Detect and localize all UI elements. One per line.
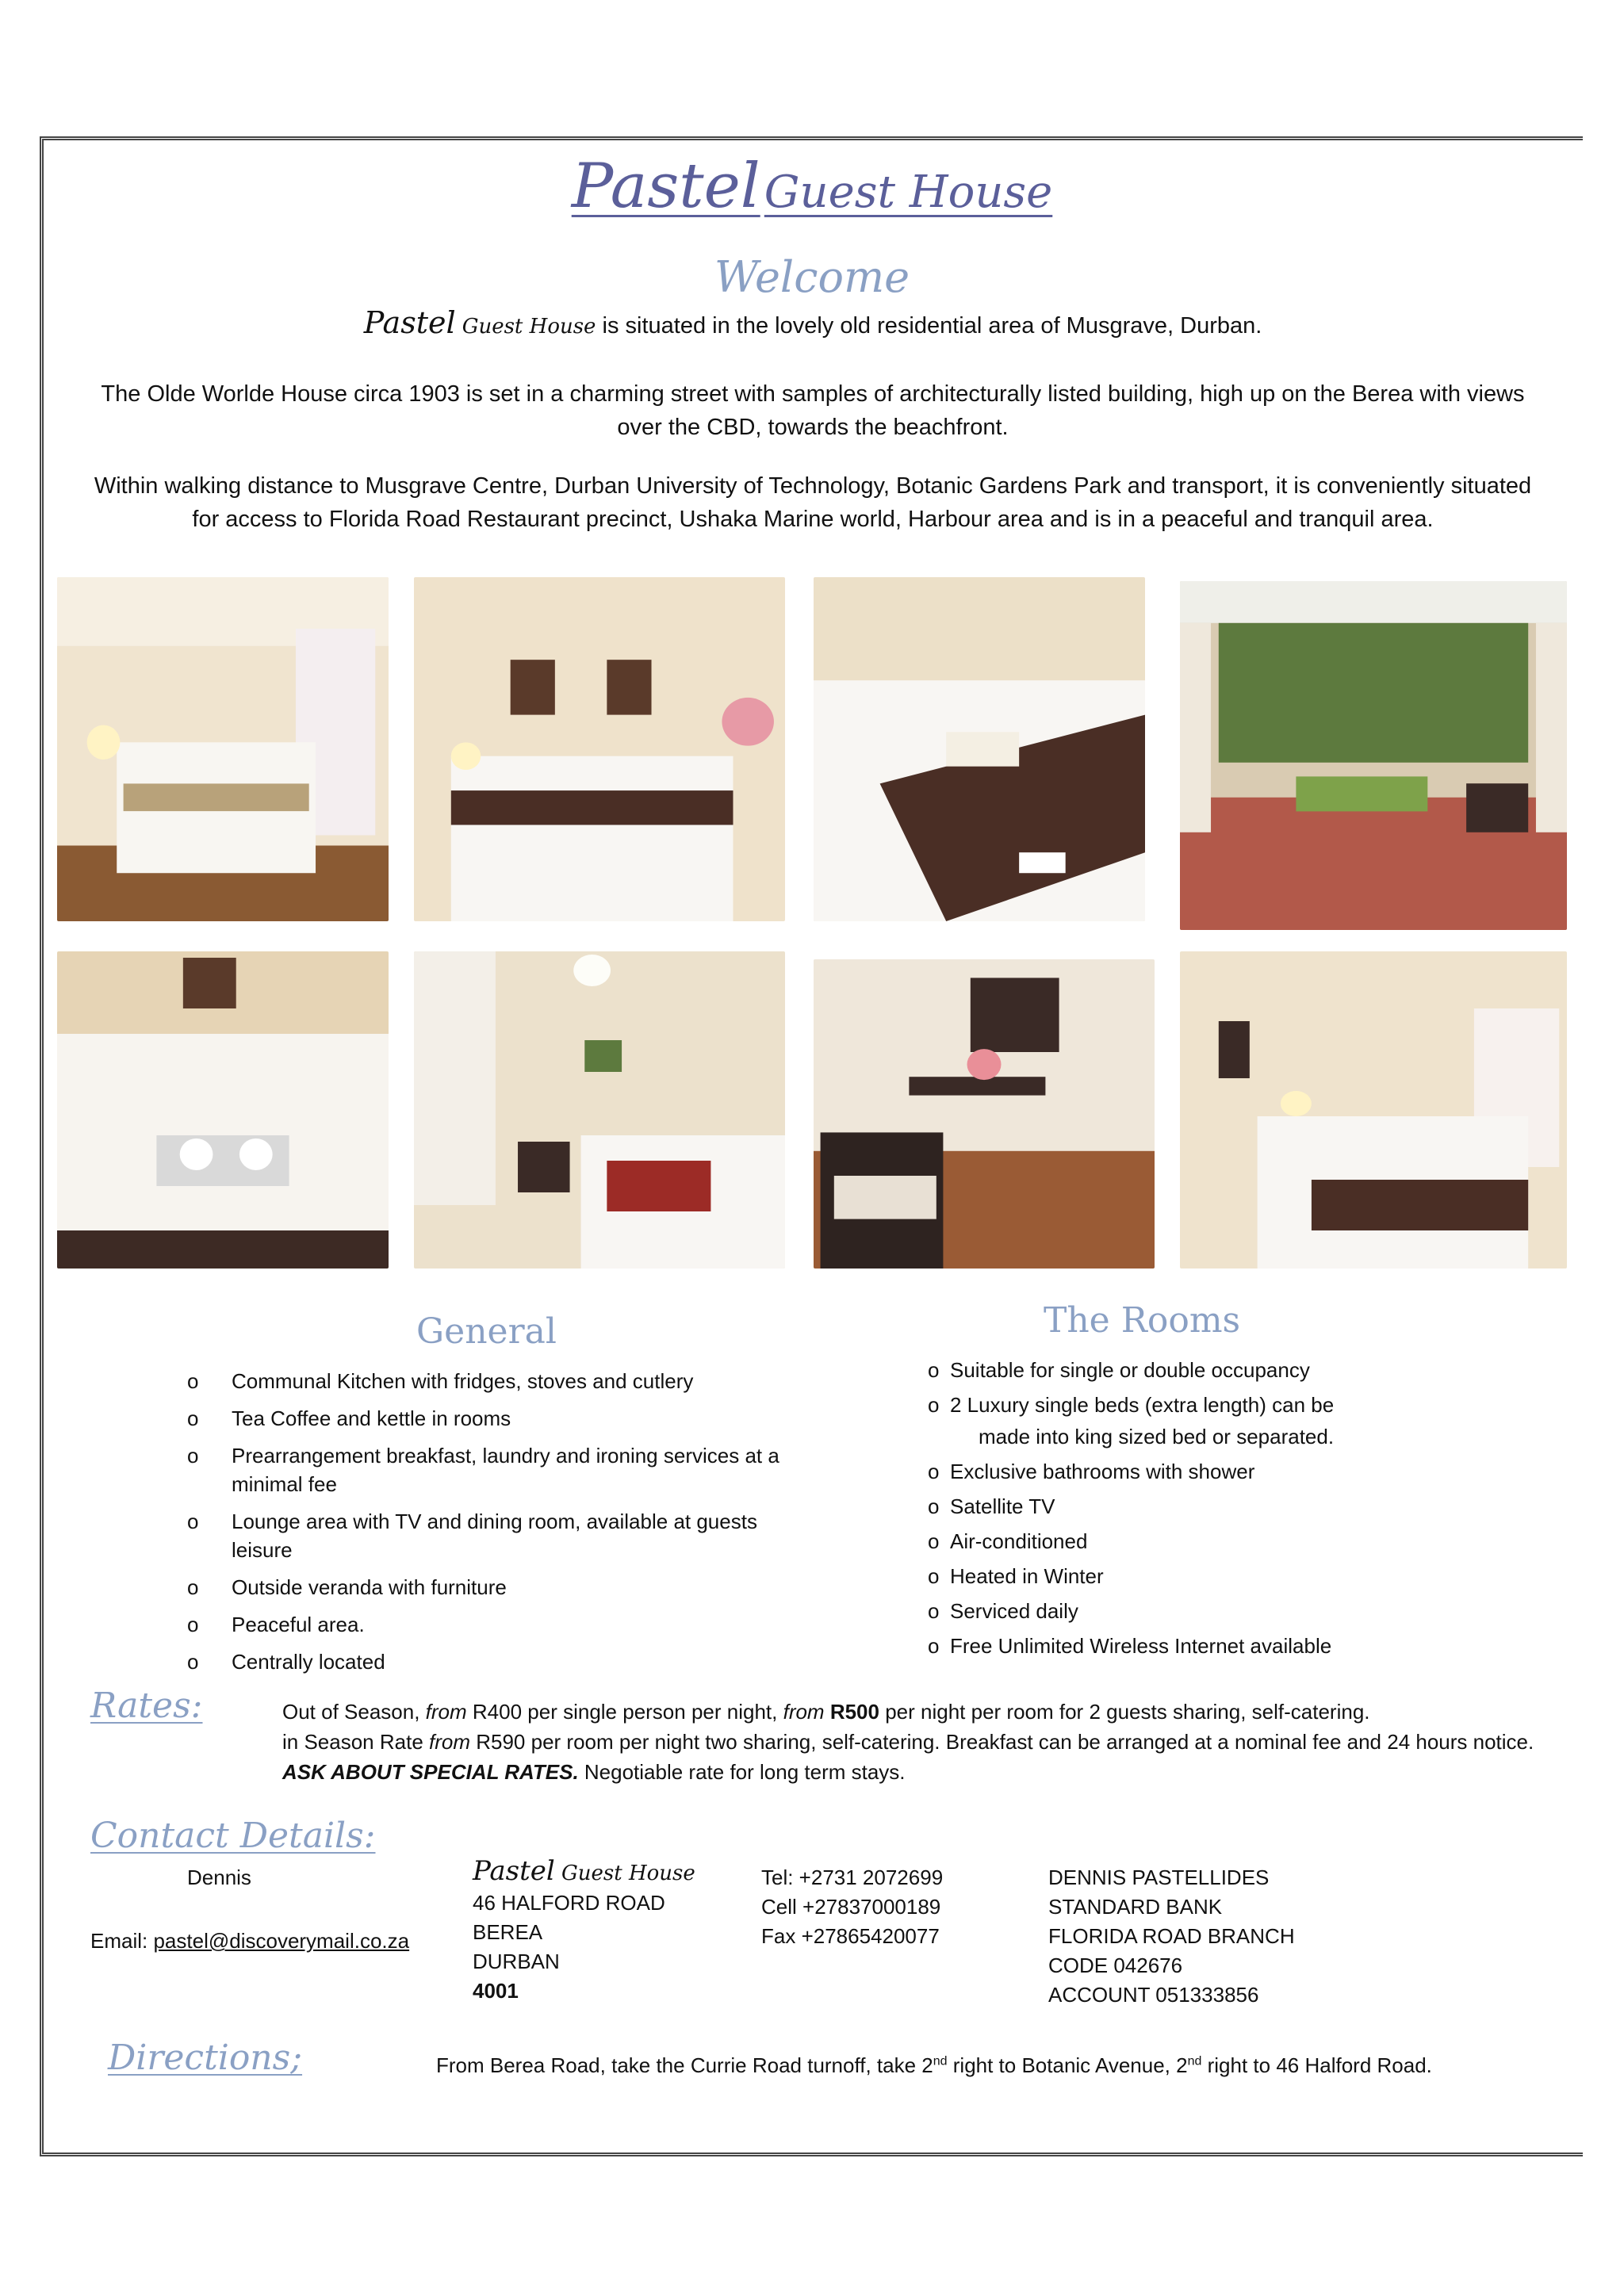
list-item: o 2 Luxury single beds (extra length) can be bbox=[928, 1393, 1335, 1417]
photo-room-tray bbox=[814, 577, 1145, 921]
list-item: o Centrally located bbox=[187, 1650, 385, 1674]
list-item: o Exclusive bathrooms with shower bbox=[928, 1460, 1255, 1483]
rates-line-2: in Season Rate from R590 per room per night two sharing, self-catering. Breakfast can be arranged at a nominal fee and 24 hours notice. ASK ABOUT SPECIAL RATES. Negotiable rate for long term stays. bbox=[282, 1730, 1534, 1784]
contact-address: Pastel Guest House 46 HALFORD ROAD BEREA DURBAN 4001 bbox=[473, 1855, 695, 2003]
list-item: o Free Unlimited Wireless Internet available bbox=[928, 1634, 1332, 1658]
page-title bbox=[0, 151, 1624, 222]
title-pastel: Pastel bbox=[571, 151, 760, 222]
email-link[interactable]: pastel@discoverymail.co.za bbox=[153, 1929, 410, 1953]
rates-text bbox=[282, 1697, 1551, 1787]
rooms-heading: The Rooms bbox=[1044, 1300, 1241, 1341]
rooms-list bbox=[928, 1356, 1562, 1667]
photo-twin-room bbox=[57, 577, 389, 921]
fax: Fax +27865420077 bbox=[761, 1924, 940, 1948]
contact-label: Contact Details: bbox=[90, 1816, 376, 1856]
photo-bright-room bbox=[1180, 951, 1567, 1269]
intro-line bbox=[79, 306, 1546, 343]
welcome-heading: Welcome bbox=[714, 252, 910, 302]
photo-tea-tray-bed bbox=[57, 951, 389, 1269]
list-item: o Tea Coffee and kettle in rooms bbox=[187, 1406, 511, 1430]
photo-veranda bbox=[1180, 581, 1567, 930]
general-list bbox=[187, 1367, 790, 1685]
list-item: o Satellite TV bbox=[928, 1494, 1055, 1518]
photo-chair-mirror bbox=[814, 959, 1155, 1269]
list-item: o Lounge area with TV and dining room, available at guests leisure bbox=[187, 1510, 757, 1562]
contact-email: Email: pastel@discoverymail.co.za bbox=[90, 1929, 410, 1953]
general-heading: General bbox=[416, 1311, 557, 1352]
list-item: o Outside veranda with furniture bbox=[187, 1575, 507, 1599]
contact-phones bbox=[761, 1863, 943, 1951]
intro-text: is situated in the lovely old residential area of Musgrave, Durban. bbox=[596, 313, 1262, 339]
contact-brand: Pastel Guest House bbox=[473, 1855, 695, 1887]
photo-double-room-flowers bbox=[414, 577, 785, 921]
title-guest-house: Guest House bbox=[764, 166, 1053, 218]
list-item: o Peaceful area. bbox=[187, 1613, 365, 1636]
photo-room-red-throw bbox=[414, 951, 785, 1269]
contact-name: Dennis bbox=[187, 1866, 251, 1889]
directions-text: From Berea Road, take the Currie Road turnoff, take 2nd right to Botanic Avenue, 2nd right to 46 Halford Road. bbox=[436, 2053, 1432, 2077]
list-item: o Heated in Winter bbox=[928, 1564, 1104, 1588]
tel: Tel: +2731 2072699 bbox=[761, 1866, 944, 1889]
paragraph-house: The Olde Worlde House circa 1903 is set in a charming street with samples of architecturally listed building, high up on the Berea with views over the CBD, towards the beachfront. bbox=[101, 381, 1525, 440]
list-item: o Serviced daily bbox=[928, 1599, 1078, 1623]
list-item: made into king sized bed or separated. bbox=[979, 1425, 1335, 1448]
cell: Cell +27837000189 bbox=[761, 1895, 941, 1919]
rates-label: Rates: bbox=[90, 1686, 203, 1726]
list-item: o Air-conditioned bbox=[928, 1529, 1088, 1553]
paragraph-location: Within walking distance to Musgrave Centre, Durban University of Technology, Botanic Gardens Park and transport, it is conveniently situated for access to Florida Road Restaurant precinct, Ushaka Marine world, Harbour area and is in a peaceful and tranquil area. bbox=[94, 473, 1532, 532]
directions-label: Directions; bbox=[108, 2038, 303, 2078]
list-item: o Prearrangement breakfast, laundry and ironing services at a minimal fee bbox=[187, 1444, 779, 1496]
intro-brand-guest-house: Guest House bbox=[462, 315, 596, 339]
rates-line-1: Out of Season, from R400 per single person per night, from R500 per night per room for 2 guests sharing, self-catering. bbox=[282, 1700, 1370, 1724]
intro-brand-pastel: Pastel bbox=[363, 305, 456, 340]
contact-bank: DENNIS PASTELLIDES STANDARD BANK FLORIDA ROAD BRANCH CODE 042676 ACCOUNT 051333856 bbox=[1048, 1866, 1295, 2007]
list-item: o Suitable for single or double occupancy bbox=[928, 1358, 1310, 1382]
list-item: o Communal Kitchen with fridges, stoves and cutlery bbox=[187, 1369, 694, 1393]
